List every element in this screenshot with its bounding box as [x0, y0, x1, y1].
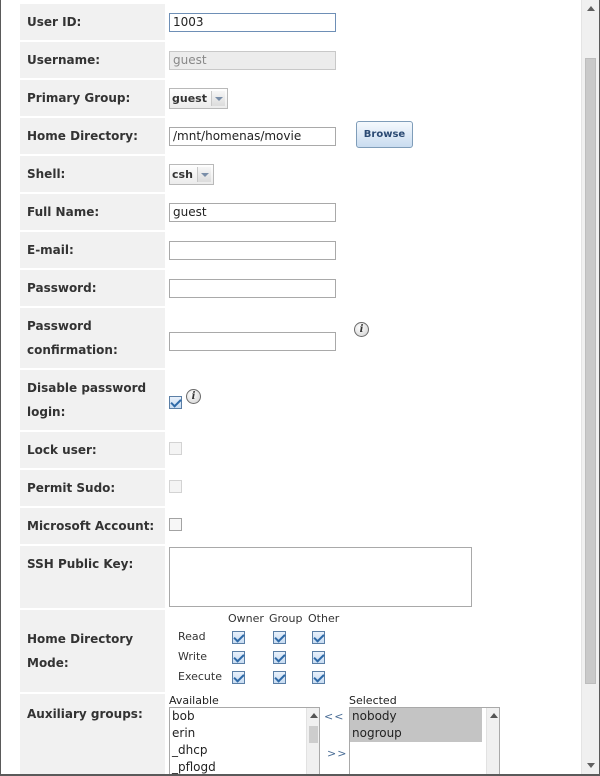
row-shell — [20, 156, 581, 192]
other-read-checkbox[interactable] — [312, 631, 325, 644]
user-form — [1, 0, 581, 776]
group-execute-checkbox[interactable] — [273, 671, 286, 684]
info-icon[interactable]: i — [186, 389, 201, 404]
group-read-checkbox[interactable] — [273, 631, 286, 644]
row-permit-sudo — [20, 470, 581, 506]
available-list-scrollbar[interactable] — [306, 708, 319, 776]
owner-execute-checkbox[interactable] — [232, 671, 245, 684]
email-input[interactable] — [169, 241, 336, 260]
primary-group-label: Primary Group: — [20, 80, 165, 116]
scroll-thumb[interactable] — [309, 726, 318, 743]
ssh-public-key-textarea[interactable] — [169, 547, 472, 607]
selected-label: Selected — [349, 694, 397, 707]
password-input[interactable] — [169, 279, 336, 298]
list-item[interactable]: bob — [172, 709, 195, 723]
row-full-name — [20, 194, 581, 230]
other-execute-checkbox[interactable] — [312, 671, 325, 684]
list-item[interactable]: nogroup — [350, 725, 482, 742]
auxiliary-groups-picker — [169, 694, 581, 776]
chevron-down-icon — [197, 167, 211, 182]
list-item[interactable]: _dhcp — [172, 743, 208, 757]
home-directory-input[interactable]: /mnt/homenas/movie — [169, 127, 336, 146]
microsoft-account-checkbox[interactable] — [169, 518, 182, 531]
group-write-checkbox[interactable] — [273, 651, 286, 664]
row-primary-group — [20, 80, 581, 116]
primary-group-select[interactable] — [169, 88, 228, 109]
username-input: guest — [169, 51, 336, 70]
lock-user-checkbox[interactable] — [169, 442, 182, 455]
scroll-up-icon[interactable] — [587, 6, 595, 11]
lock-user-label: Lock user: — [20, 432, 165, 468]
permit-sudo-checkbox[interactable] — [169, 480, 182, 493]
other-write-checkbox[interactable] — [312, 651, 325, 664]
row-label-read: Read — [178, 630, 206, 643]
ssh-public-key-label: SSH Public Key: — [20, 546, 165, 608]
list-item[interactable]: _pflogd — [172, 760, 216, 774]
password-label: Password: — [20, 270, 165, 306]
owner-read-checkbox[interactable] — [232, 631, 245, 644]
page-scrollbar[interactable] — [581, 0, 599, 774]
microsoft-account-label: Microsoft Account: — [20, 508, 165, 544]
shell-label: Shell: — [20, 156, 165, 192]
owner-write-checkbox[interactable] — [232, 651, 245, 664]
home-directory-mode-grid — [169, 612, 581, 690]
password-confirmation-input[interactable] — [169, 332, 336, 351]
row-password-confirmation — [20, 308, 581, 368]
row-microsoft-account — [20, 508, 581, 544]
shell-select[interactable] — [169, 164, 214, 185]
row-disable-password-login — [20, 370, 581, 430]
row-home-directory-mode — [20, 610, 581, 692]
disable-password-login-checkbox[interactable] — [169, 396, 182, 409]
user-id-label: User ID: — [20, 4, 165, 40]
selected-groups-list[interactable] — [349, 707, 500, 776]
list-item[interactable]: nobody — [350, 708, 482, 725]
list-item[interactable]: erin — [172, 726, 196, 740]
home-directory-label: Home Directory: — [20, 118, 165, 154]
move-right-button[interactable]: >> — [327, 747, 348, 760]
info-icon[interactable]: i — [354, 322, 369, 337]
password-confirmation-label: Password confirmation: — [20, 308, 165, 368]
page-scroll-thumb[interactable] — [585, 58, 596, 684]
email-label: E-mail: — [20, 232, 165, 268]
browse-button[interactable]: Browse — [356, 121, 413, 148]
username-label: Username: — [20, 42, 165, 78]
row-label-write: Write — [178, 650, 208, 663]
row-ssh-public-key — [20, 546, 581, 608]
auxiliary-groups-label: Auxiliary groups: — [20, 694, 165, 776]
user-form-table — [20, 2, 581, 776]
chevron-down-icon — [211, 91, 225, 106]
row-email — [20, 232, 581, 268]
row-home-directory — [20, 118, 581, 154]
primary-group-value: guest — [172, 91, 207, 105]
row-user-id — [20, 4, 581, 40]
full-name-input[interactable]: guest — [169, 203, 336, 222]
row-label-execute: Execute — [178, 670, 222, 683]
full-name-label: Full Name: — [20, 194, 165, 230]
permit-sudo-label: Permit Sudo: — [20, 470, 165, 506]
move-left-button[interactable]: << — [324, 710, 345, 723]
available-groups-list[interactable] — [169, 707, 320, 776]
column-owner: Owner — [228, 612, 264, 625]
scroll-down-icon[interactable] — [587, 763, 595, 768]
available-label: Available — [169, 694, 219, 707]
column-other: Other — [308, 612, 340, 625]
selected-list-scrollbar[interactable] — [486, 708, 499, 776]
row-lock-user — [20, 432, 581, 468]
scroll-up-icon[interactable] — [490, 713, 498, 718]
row-username — [20, 42, 581, 78]
disable-password-login-label: Disable password login: — [20, 370, 165, 430]
column-group: Group — [269, 612, 303, 625]
user-id-input[interactable]: 1003 — [169, 13, 336, 32]
shell-value: csh — [172, 167, 193, 181]
row-password — [20, 270, 581, 306]
home-directory-mode-label: Home Directory Mode: — [20, 610, 165, 692]
row-auxiliary-groups — [20, 694, 581, 776]
scroll-up-icon[interactable] — [310, 713, 318, 718]
